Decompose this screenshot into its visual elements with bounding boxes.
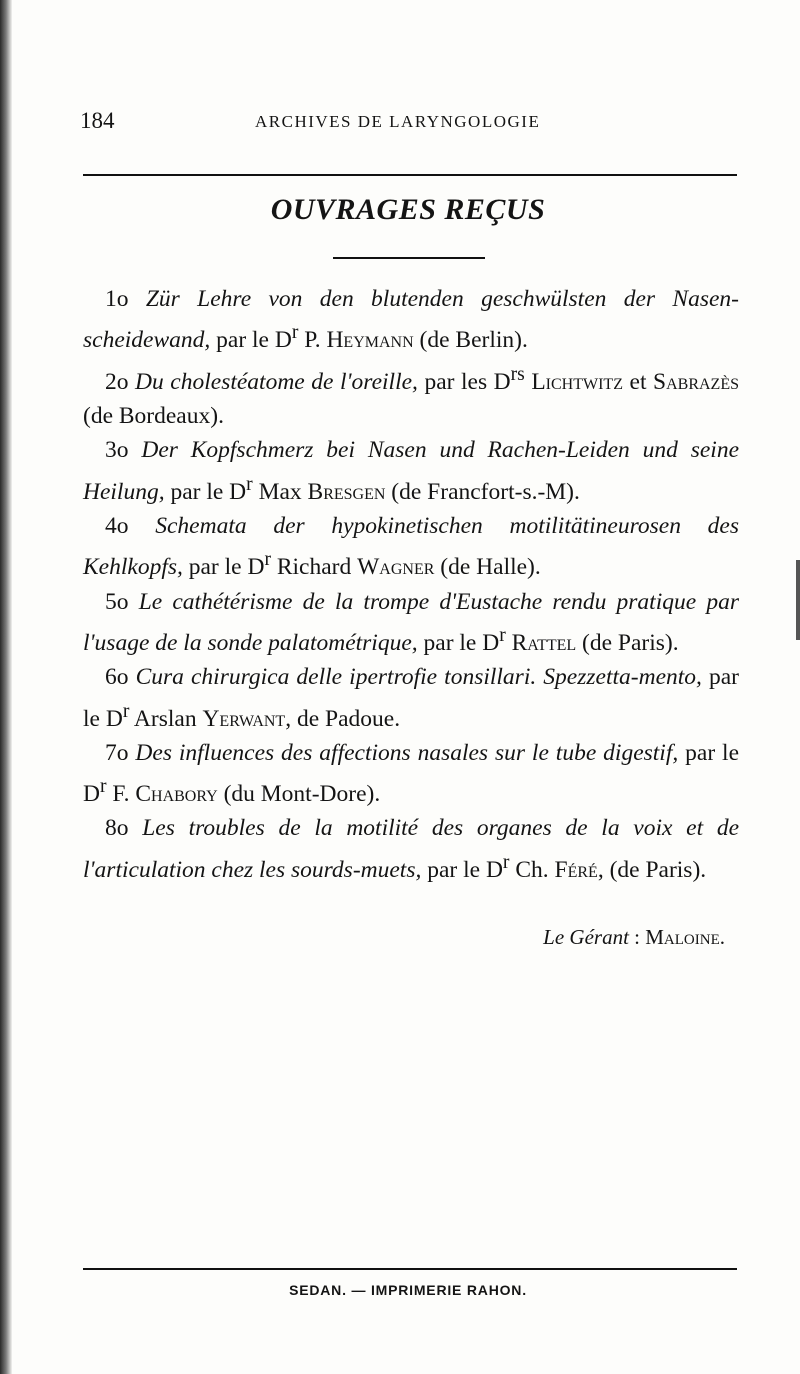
entry-author: Chabory xyxy=(135,781,218,808)
entry-item: 3o Der Kopfschmerz bei Nasen und Rachen-Leiden und seine Heilung, par le $D^r$ Max Bresgen (de Francfort-s.-M). xyxy=(83,437,739,505)
entry-item: 6o Cura chirurgica delle ipertrofie tonsillari. Spezzetta-mento, par le $D^r$ Arslan Yerwant, de Padoue. xyxy=(83,664,739,732)
entry-number: 4o xyxy=(105,512,129,539)
title-rule xyxy=(333,257,485,259)
entry-author: Heymann xyxy=(326,327,414,354)
entry-number: 2o xyxy=(105,368,129,395)
entry-title: Zür Lehre von den blutenden geschwülsten der Nasen-scheidewand, xyxy=(83,286,739,354)
entry-author: Sabrazès xyxy=(653,368,739,395)
entry-item: 1o Zür Lehre von den blutenden geschwülsten der Nasen-scheidewand, par le $D^r$ P. Heymann (de Berlin). xyxy=(83,286,739,354)
entry-item: 4o Schemata der hypokinetischen motilitätineurosen des Kehlkopfs, par le $D^r$ Richard Wagner (de Halle). xyxy=(83,512,739,581)
entry-number: 3o xyxy=(105,437,129,464)
entry-number: 1o xyxy=(105,286,129,312)
entry-title: Les troubles de la motilité des organes de la voix et de l'articulation chez les sourds-muets, xyxy=(83,815,739,883)
entry-number: 8o xyxy=(105,815,129,842)
running-head: ARCHIVES DE LARYNGOLOGIE xyxy=(255,112,541,131)
entry-item: 2o Du cholestéatome de l'oreille, par les $D^{rs}$ Lichtwitz et Sabrazès (de Bordeaux). xyxy=(83,363,739,429)
page-header xyxy=(80,108,736,138)
page-number: 184 xyxy=(80,108,115,133)
header-rule xyxy=(83,174,737,176)
entry-title: Du cholestéatome de l'oreille, xyxy=(135,368,418,395)
entry-number: 5o xyxy=(105,588,129,615)
signature-name: Maloine. xyxy=(645,925,725,949)
entry-title: Cura chirurgica delle ipertrofie tonsillari. Spezzetta-mento, xyxy=(135,664,702,691)
entry-author: Bresgen xyxy=(307,478,386,505)
signature: Le Gérant : Maloine. xyxy=(543,925,725,949)
entry-item: 5o Le cathétérisme de la trompe d'Eustache rendu pratique par l'usage de la sonde palatométrique, par le $D^r$ Rattel (de Paris). xyxy=(83,588,739,656)
entry-item: 8o Les troubles de la motilité des organes de la voix et de l'articulation chez les sourds-muets, par le $D^r$ Ch. Féré, (de Paris). xyxy=(83,815,739,883)
entry-title: Des influences des affections nasales sur le tube digestif, xyxy=(135,739,679,766)
signature-label: Le Gérant xyxy=(543,925,629,949)
entry-author: Wagner xyxy=(357,554,435,581)
entry-author: Féré xyxy=(554,856,598,883)
entry-item: 7o Des influences des affections nasales sur le tube digestif, par le $D^r$ F. Chabory (du Mont-Dore). xyxy=(83,739,740,808)
entry-number: 7o xyxy=(105,739,129,766)
footer-rule xyxy=(83,1268,737,1270)
entry-number: 6o xyxy=(105,664,129,691)
entry-author: Lichtwitz xyxy=(531,368,623,395)
entry-title: Le cathétérisme de la trompe d'Eustache rendu pratique par l'usage de la sonde palatométrique, xyxy=(83,588,739,656)
entries-list xyxy=(83,282,739,887)
entry-author: Yerwant xyxy=(202,705,286,732)
entry-title: Der Kopfschmerz bei Nasen und Rachen-Leiden und seine Heilung, xyxy=(83,437,739,505)
entry-author: Rattel xyxy=(511,629,577,656)
entry-title: Schemata der hypokinetischen motilitätineurosen des Kehlkopfs, xyxy=(83,512,739,581)
section-title: OUVRAGES REÇUS xyxy=(270,193,546,226)
printer-imprint: SEDAN. — IMPRIMERIE RAHON. xyxy=(289,1282,527,1298)
